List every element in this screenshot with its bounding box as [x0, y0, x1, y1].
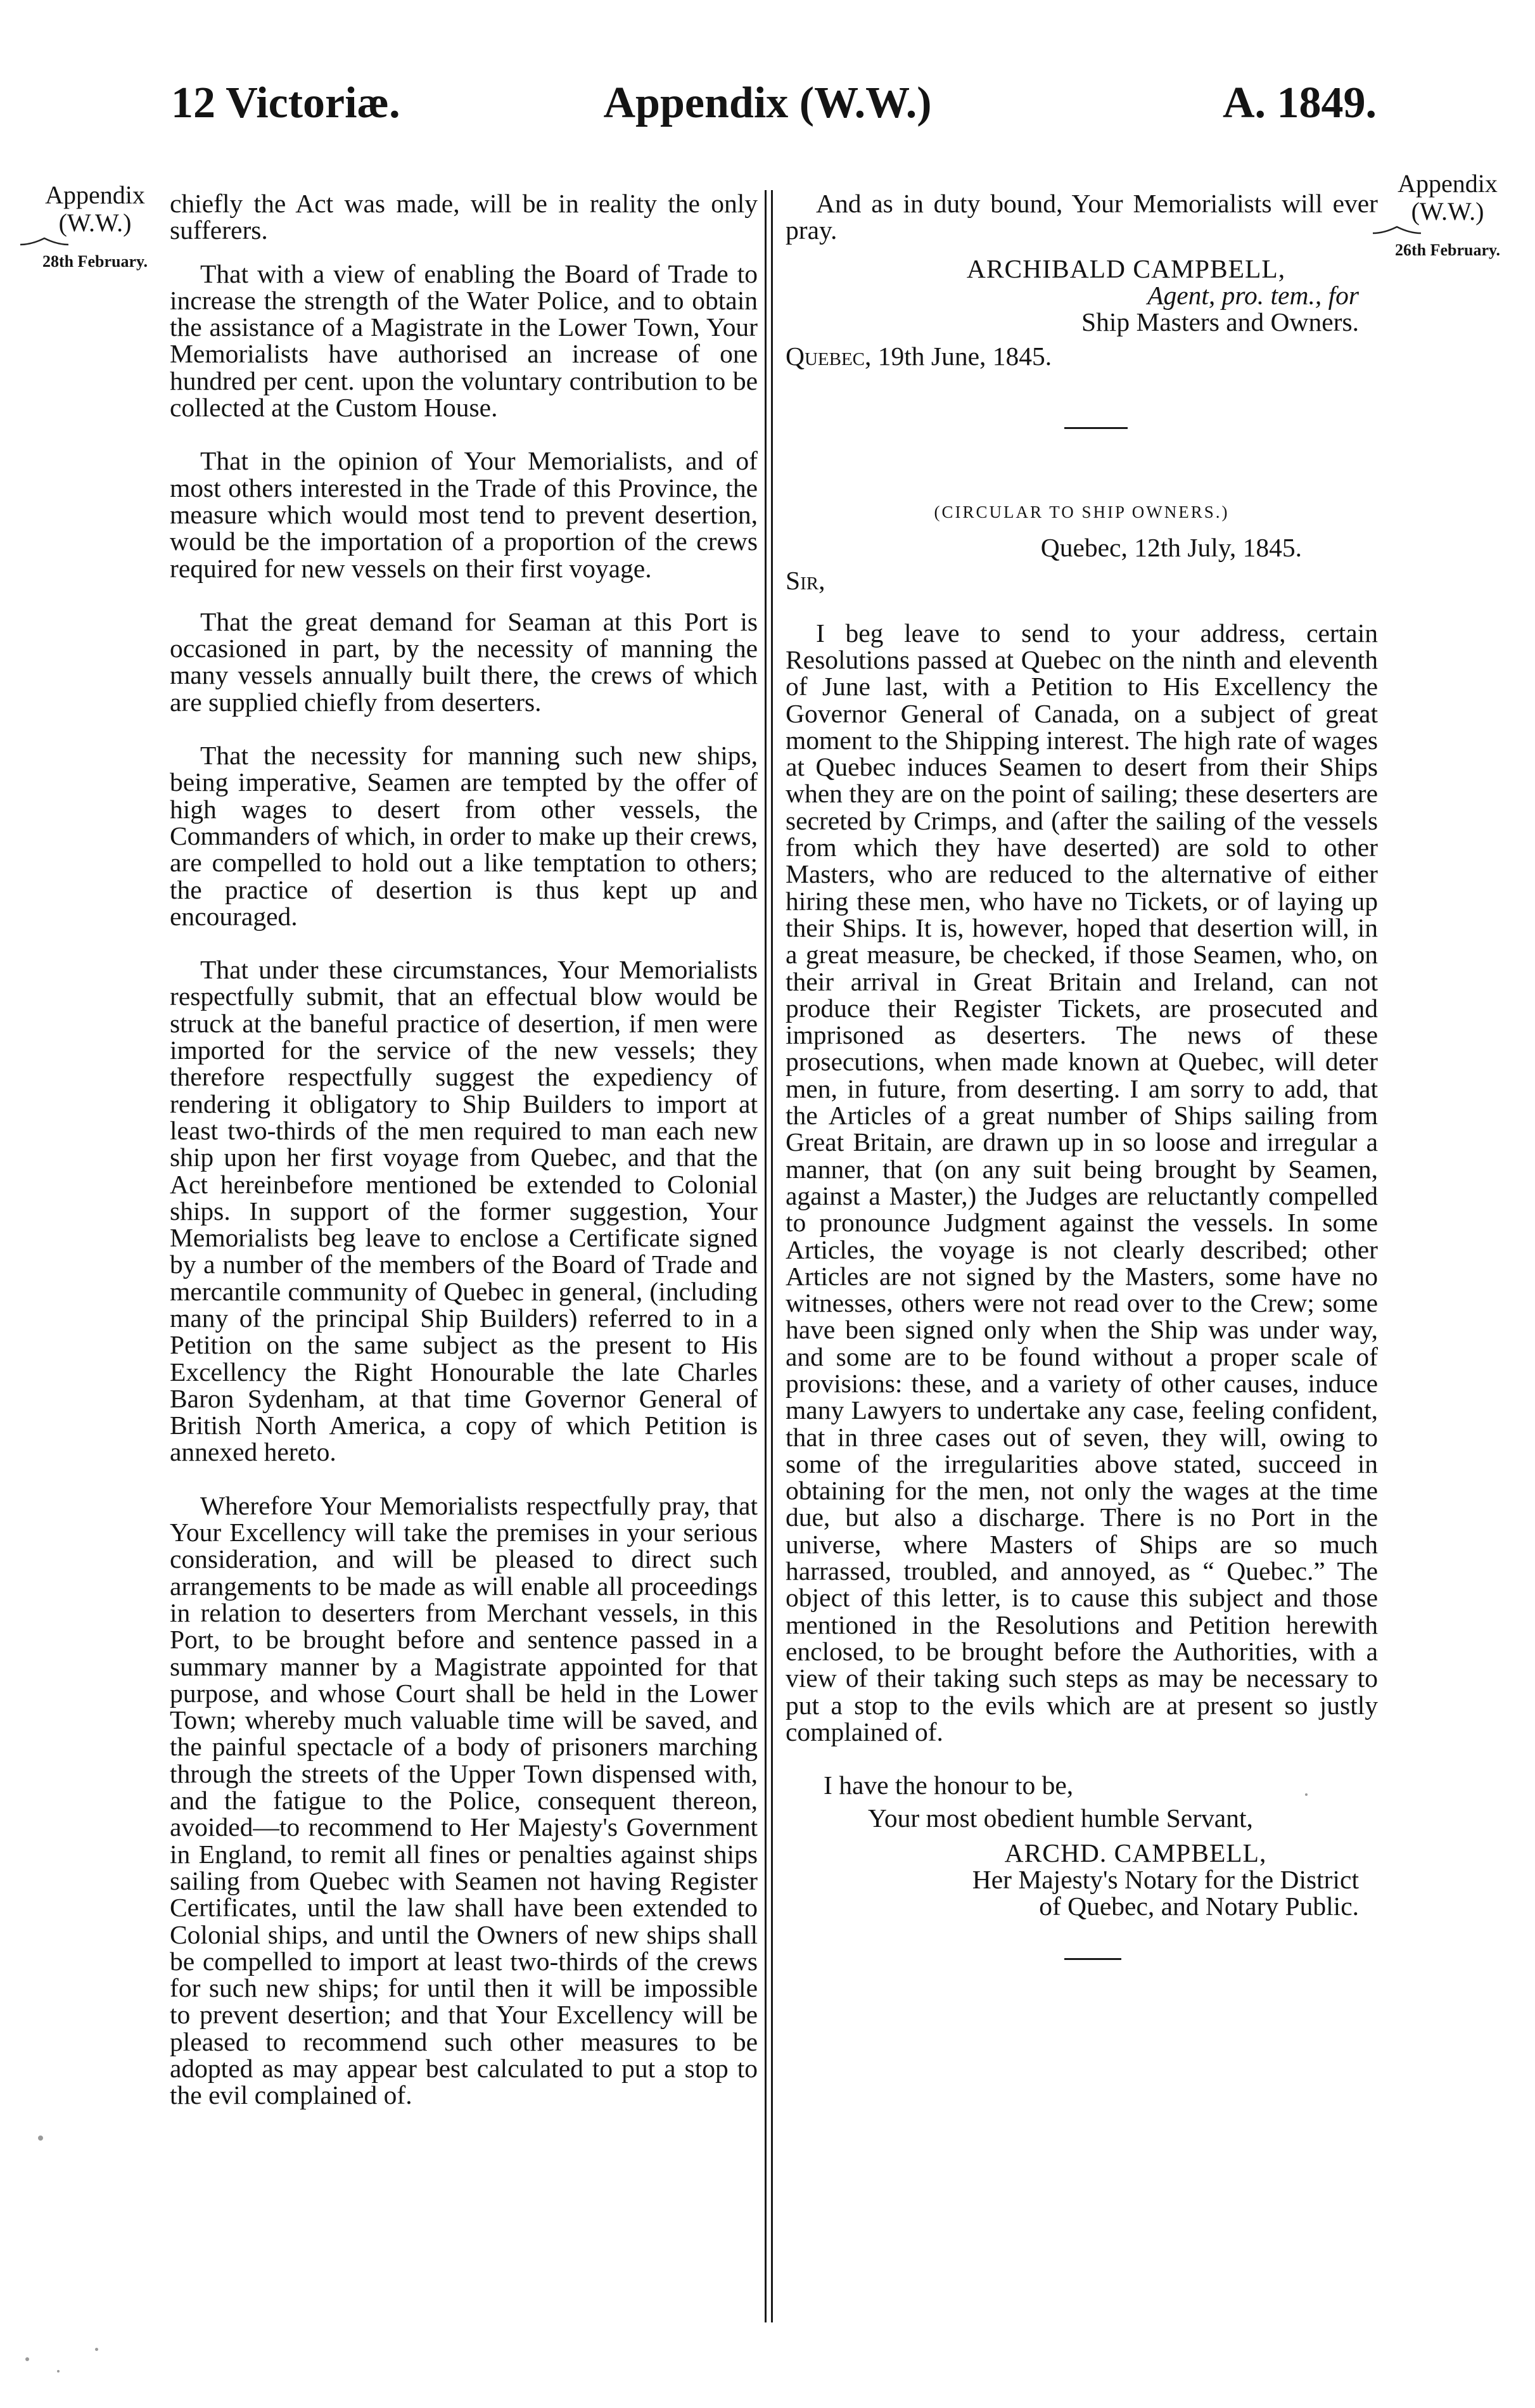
margin-appendix-code: (W.W.): [58, 208, 132, 237]
memorial-closing: And as in duty bound, Your Memorialists will ever pray.: [786, 189, 1378, 245]
right-column: [786, 190, 1378, 1960]
signature-name: ARCHIBALD CAMPBELL,: [966, 253, 1286, 283]
signature-title: Her Majesty's Notary for the District: [972, 1865, 1359, 1895]
signature-title: of Quebec, and Notary Public.: [1039, 1892, 1359, 1921]
left-margin-note: [19, 181, 171, 271]
print-speck: [57, 2370, 60, 2373]
letter-date: Quebec, 12th July, 1845.: [1040, 533, 1302, 563]
margin-date: 26th February.: [1394, 241, 1501, 259]
appendix-title: Appendix (W.W.): [603, 79, 932, 127]
letter-body: I beg leave to send to your address, certain Resolutions passed at Quebec on the ninth and eleventh of June last, with a Petition to His Excellency the Governor General of Canada, on a subject of great moment to the Shipping interest. The high rate of wages at Quebec induces Seamen to desert from their Ships when they are on the point of sailing; these deserters are secreted by Crimps, and (after the sailing of the vessels from which they have deserted) are sold to other Masters, who are reduced to the alternative of either hiring these men, who have no Tickets, or of laying up their Ships. It is, however, hoped that desertion will, in a great measure, be checked, if those Seamen, who, on their arrival in Great Britain and Ireland, can not produce their Register Tickets, are prosecuted and imprisoned as deserters. The news of these prosecutions, when made known at Quebec, will deter men, in future, from deserting. I am sorry to add, that the Articles of a great number of Ships sailing from Great Britain, are drawn up in so loose and irregular a manner, that (on any suit being brought by Seamen, against a Master,) the Judges are reluctantly compelled to pronounce Judgment against the vessels. In some Articles, the voyage is not clearly described; other Articles are not signed by the Masters, some have no witnesses, others were not read over to the Crew; some have been signed only when the Ship was under way, and some are to be found without a proper scale of provisions: these, and a variety of other causes, induce many Lawyers to undertake any case, feeling confident, that in three cases out of seven, they will, owing to some of the irregularities above stated, succeed in obtaining for the men, not only the wages at the time due, but also a discharge. There is no Port in the universe, where Masters of Ships are so much harrassed, troubled, and annoyed, as “ Quebec.” The object of this letter, is to cause this subject and those mentioned in the Resolutions and Petition herewith enclosed, to be brought before the Authorities, with a view of their taking such steps as may be necessary to put a stop to the evils which are at present so justly complained of.: [786, 618, 1378, 1746]
paragraph: That the necessity for manning such new ships, being imperative, Seamen are tempted by the offer of high wages to desert from other vessels, the Commanders of which, in order to make up their crews, are compelled to hold out a like temptation to others; the practice of desertion is thus kept up and encouraged.: [170, 741, 758, 931]
paragraph: That with a view of enabling the Board of Trade to increase the strength of the Water Police, and to obtain the assistance of a Magistrate in the Lower Town, Your Memorialists have authorised an increase of one hundred per cent. upon the voluntary contribution to be collected at the Custom House.: [170, 259, 758, 423]
brace-ornament-icon: [1372, 226, 1422, 234]
year-label: A. 1849.: [1222, 79, 1377, 127]
paragraph: chiefly the Act was made, will be in reality the only sufferers.: [170, 189, 758, 245]
place: Quebec,: [786, 342, 872, 371]
right-margin-note: [1372, 170, 1524, 260]
brace-ornament-icon: [19, 237, 70, 246]
print-speck: [25, 2357, 29, 2361]
signature-title: Ship Masters and Owners.: [1081, 307, 1359, 337]
signature-title: Agent, pro. tem., for: [1147, 280, 1359, 310]
print-speck: [38, 2136, 43, 2141]
print-speck: [1305, 1793, 1308, 1796]
page-header: [0, 75, 1535, 144]
section-rule: [1064, 427, 1128, 429]
margin-appendix-label: Appendix: [45, 181, 145, 209]
margin-date: 28th February.: [42, 252, 148, 271]
closing-line: I have the honour to be,: [824, 1771, 1074, 1800]
paragraph: Wherefore Your Memorialists respectfully pray, that Your Excellency will take the premises in your serious consideration, and will be pleased to direct such arrangements to be made as will enable all proceedings in relation to deserters from Merchant vessels, in this Port, to be brought before and sentence passed in a summary manner by a Magistrate appointed for that purpose, and whose Court shall be held in the Lower Town; whereby much valuable time will be saved, and the painful spectacle of a body of prisoners marching through the streets of the Upper Town dispensed with, and the fatigue to the Police, consequent thereon, avoided—to recommend to Her Majesty's Government in England, to remit all fines or penalties against ships sailing from Quebec with Seamen not having Register Certificates, until the law shall have been extended to Colonial ships, and until the Owners of new ships shall be compelled to import at least two-thirds of the crews for such new ships; for until then it will be impossible to prevent desertion; and that Your Excellency will be pleased to recommend such other measures to be adopted as may appear best calculated to put a stop to the evil complained of.: [170, 1490, 758, 2110]
date: 19th June, 1845.: [877, 342, 1052, 371]
session-label: 12 Victoriæ.: [171, 79, 400, 127]
memorial-dateline: [786, 343, 1378, 369]
circular-heading: (CIRCULAR TO SHIP OWNERS.): [934, 502, 1230, 522]
paragraph: That in the opinion of Your Memorialists, and of most others interested in the Trade of this Province, the measure which would most tend to prevent desertion, would be the importation of a proportion of the crews required for new vessels on their first voyage.: [170, 446, 758, 583]
column-divider: [771, 190, 773, 2322]
closing-line: Your most obedient humble Servant,: [868, 1803, 1253, 1833]
left-column: [170, 190, 758, 2109]
salutation: Sir,: [786, 566, 825, 596]
print-speck: [95, 2348, 98, 2351]
column-divider: [765, 190, 767, 2322]
margin-appendix-label: Appendix: [1398, 169, 1498, 198]
paragraph: That the great demand for Seaman at this Port is occasioned in part, by the necessity of manning the many vessels annually built there, the crews of which are supplied chiefly from deserters.: [170, 606, 758, 717]
margin-appendix-code: (W.W.): [1411, 197, 1484, 226]
signature-name: ARCHD. CAMPBELL,: [1004, 1838, 1267, 1867]
section-rule: [1064, 1958, 1121, 1960]
paragraph: That under these circumstances, Your Memorialists respectfully submit, that an effectual blow would be struck at the baneful practice of desertion, if men were imported for the service of the new vessels; they therefore respectfully suggest the expediency of rendering it obligatory to Ship Builders to import at least two-thirds of the men required to man each new ship upon her first voyage from Quebec, and that the Act hereinbefore mentioned be extended to Colonial ships. In support of the former suggestion, Your Memorialists beg leave to enclose a Certificate signed by a number of the members of the Board of Trade and mercantile community of Quebec in general, (including many of the principal Ship Builders) referred to in a Petition on the same subject as the present to His Excellency the Right Honourable the late Charles Baron Sydenham, at that time Governor General of British North America, a copy of which Petition is annexed hereto.: [170, 955, 758, 1467]
